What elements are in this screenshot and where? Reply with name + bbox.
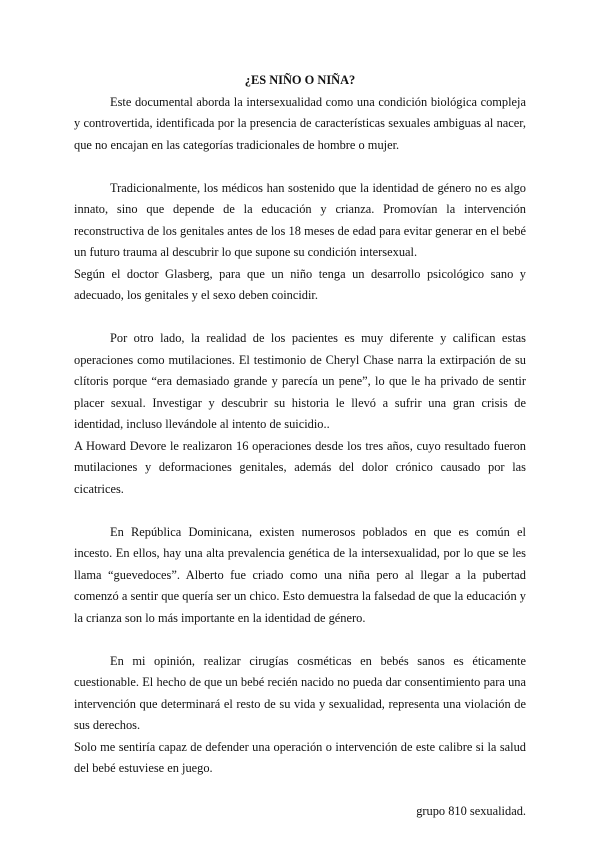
paragraph-devore: A Howard Devore le realizaron 16 operaciones desde los tres años, cuyo resultado fueron mutilaciones y deformaciones genitales, además del dolor crónico causado por las cicatrices. [74,438,526,496]
paragraph-intro: Este documental aborda la intersexualidad como una condición biológica compleja y controvertida, identificada por la presencia de características sexuales ambiguas al nacer, que no encajan en las categorías tradicionales de hombre o mujer. [74,94,526,152]
paragraph-gap [74,307,526,329]
paragraph-gap [74,156,526,178]
paragraph-tradition: Tradicionalmente, los médicos han sostenido que la identidad de género no es algo innato, sino que depende de la educación y crianza. Promovían la intervención reconstructiva de los genitales antes de los 18 meses de edad para evitar generar en el bebé un futuro trauma al descubrir lo que supone su condición intersexual. [74,180,526,259]
paragraph-conclusion: Solo me sentiría capaz de defender una operación o intervención de este calibre si la salud del bebé estuviese en juego. [74,739,526,775]
paragraph-dominicana: En República Dominicana, existen numerosos poblados en que es común el incesto. En ellos, hay una alta prevalencia genética de la intersexualidad, por lo que se les llama “guevedoces”. Alberto fue criado como una niña pero al llegar a la pubertad comenzó a sentir que quería ser un chico. Esto demuestra la falsedad de que la educación y la crianza son lo más importante en la identidad de género. [74,524,526,625]
paragraph-gap [74,500,526,522]
paragraph-gap [74,629,526,651]
signature: grupo 810 sexualidad. [416,803,526,818]
paragraph-glasberg: Según el doctor Glasberg, para que un niño tenga un desarrollo psicológico sano y adecuado, los genitales y el sexo deben coincidir. [74,266,526,302]
paragraph-opinion: En mi opinión, realizar cirugías cosméticas en bebés sanos es éticamente cuestionable. El hecho de que un bebé recién nacido no pueda dar consentimiento para una intervención que determinará el resto de su vida y sexualidad, representa una violación de sus derechos. [74,653,526,732]
document-page [74,70,526,822]
paragraph-chase: Por otro lado, la realidad de los pacientes es muy diferente y califican estas operaciones como mutilaciones. El testimonio de Cheryl Chase narra la extirpación de su clítoris porque “era demasiado grande y parecía un pene”, lo que le ha privado de sentir placer sexual. Investigar y descubrir su historia le llevó a sufrir una gran crisis de identidad, incluso llevándole al intento de suicidio.. [74,331,526,431]
document-title: ¿ES NIÑO O NIÑA? [244,73,356,87]
